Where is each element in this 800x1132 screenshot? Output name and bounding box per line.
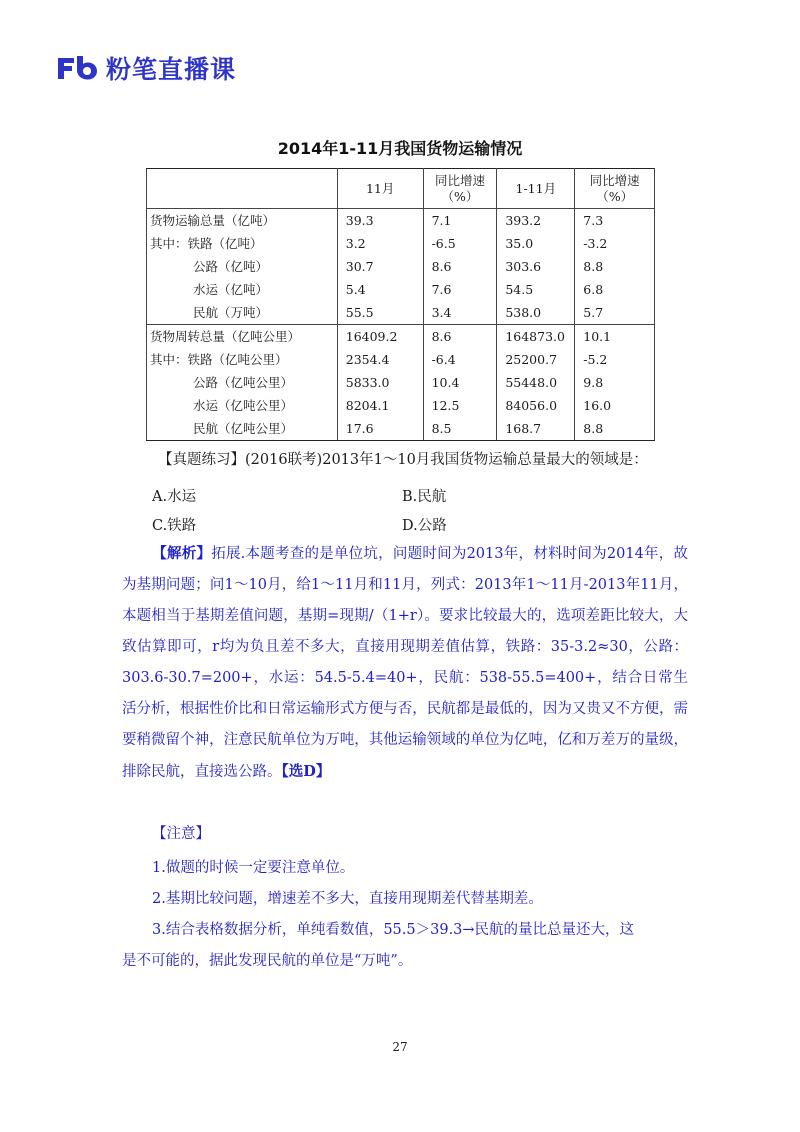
brand-name: 粉笔直播课 [106, 55, 237, 84]
table-cell: 303.6 [497, 255, 575, 278]
table-row [147, 394, 655, 417]
table-cell: -3.2 [575, 232, 655, 255]
note-item: 1.做题的时候一定要注意单位。 [152, 860, 355, 876]
table-cell: 8.5 [423, 417, 497, 441]
note-title: 【注意】 [152, 826, 210, 842]
analysis-text: 拓展.本题考查的是单位坑，问题时间为2013年，材料时间为2014年，故为基期问题；问1～10月，给1～11月和11月，列式：2013年1～11月-2013年11月，本题相当于基期差值问题，基期=现期/（1+r）。要求比较最大的，选项差距比较大，大致估算即可，r均为负且差不多大，直接用现期差值估算，铁路：35-3.2≈30，公路：303.6-30.7=200+，水运：54.5-5.4=40+，民航：538-55.5=400+，结合日常生活分析，根据性价比和日常运输形式方便与否，民航都是最低的，因为又贵又不方便，需要稍微留个神，注意民航单位为万吨，其他运输领域的单位为亿吨，亿和万差万的量级，排除民航，直接选公路。 [122, 546, 689, 780]
question-text: 【真题练习】(2016联考)2013年1～10月我国货物运输总量最大的领域是： [158, 452, 648, 468]
row-label: 水运（亿吨公里） [147, 394, 338, 417]
table-header-cell: 同比增速 （%） [423, 169, 497, 209]
table-cell: 5.4 [337, 278, 423, 301]
freight-statistics-table [146, 168, 655, 441]
table-cell: 30.7 [337, 255, 423, 278]
note-item: 3.结合表格数据分析，单纯看数值，55.5＞39.3→民航的量比总量还大，这 [152, 922, 635, 938]
table-row [147, 232, 655, 255]
row-label: 公路（亿吨） [147, 255, 338, 278]
table-row [147, 255, 655, 278]
table-cell: 39.3 [337, 209, 423, 233]
table-cell: 538.0 [497, 301, 575, 325]
table-cell: 8204.1 [337, 394, 423, 417]
table-cell: 12.5 [423, 394, 497, 417]
table-cell: 3.4 [423, 301, 497, 325]
table-cell: 10.1 [575, 325, 655, 349]
table-row [147, 348, 655, 371]
table-title: 2014年1-11月我国货物运输情况 [277, 139, 523, 158]
table-cell: 8.6 [423, 325, 497, 349]
table-cell: 17.6 [337, 417, 423, 441]
row-label: 民航（万吨） [147, 301, 338, 325]
table-cell: 84056.0 [497, 394, 575, 417]
table-cell: 7.1 [423, 209, 497, 233]
page-number: 27 [392, 1040, 408, 1054]
table-header-cell: 1-11月 [497, 169, 575, 209]
row-label: 货物周转总量（亿吨公里） [147, 325, 338, 349]
table-cell: 8.8 [575, 417, 655, 441]
table-cell: 35.0 [497, 232, 575, 255]
table-header-cell [147, 169, 338, 209]
row-label: 公路（亿吨公里） [147, 371, 338, 394]
analysis-paragraph [122, 538, 688, 788]
table-cell: 164873.0 [497, 325, 575, 349]
table-cell: 6.8 [575, 278, 655, 301]
table-row [147, 325, 655, 349]
table-cell: 168.7 [497, 417, 575, 441]
note-item: 2.基期比较问题，增速差不多大，直接用现期差代替基期差。 [152, 891, 543, 907]
table-cell: 9.8 [575, 371, 655, 394]
row-label: 其中：铁路（亿吨公里） [147, 348, 338, 371]
row-label: 水运（亿吨） [147, 278, 338, 301]
table-cell: 55448.0 [497, 371, 575, 394]
table-cell: -6.5 [423, 232, 497, 255]
option-d: D.公路 [402, 518, 447, 534]
table-cell: 5.7 [575, 301, 655, 325]
table-cell: 3.2 [337, 232, 423, 255]
note-item: 是不可能的，据此发现民航的单位是“万吨”。 [122, 953, 413, 969]
table-cell: -5.2 [575, 348, 655, 371]
table-cell: 55.5 [337, 301, 423, 325]
table-row [147, 278, 655, 301]
table-cell: 7.6 [423, 278, 497, 301]
table-cell: 2354.4 [337, 348, 423, 371]
table-cell: 16.0 [575, 394, 655, 417]
table-cell: -6.4 [423, 348, 497, 371]
analysis-answer: 【选D】 [281, 763, 331, 780]
table-cell: 5833.0 [337, 371, 423, 394]
table-row [147, 371, 655, 394]
option-a: A.水运 [152, 489, 197, 505]
row-label: 民航（亿吨公里） [147, 417, 338, 441]
table-row [147, 301, 655, 325]
table-row [147, 417, 655, 441]
table-cell: 7.3 [575, 209, 655, 233]
table-cell: 25200.7 [497, 348, 575, 371]
analysis-tag: 【解析】 [152, 545, 212, 562]
row-label: 货物运输总量（亿吨） [147, 209, 338, 233]
table-cell: 393.2 [497, 209, 575, 233]
brand-logo [56, 50, 236, 86]
table-cell: 8.8 [575, 255, 655, 278]
fenbi-fb-logo-icon [56, 54, 100, 82]
table-header-cell: 11月 [337, 169, 423, 209]
table-cell: 8.6 [423, 255, 497, 278]
option-b: B.民航 [402, 489, 447, 505]
table-cell: 54.5 [497, 278, 575, 301]
option-c: C.铁路 [152, 518, 197, 534]
table-header-cell: 同比增速 （%） [575, 169, 655, 209]
table-row [147, 209, 655, 233]
table-header-row [147, 169, 655, 209]
table-cell: 16409.2 [337, 325, 423, 349]
row-label: 其中：铁路（亿吨） [147, 232, 338, 255]
table-cell: 10.4 [423, 371, 497, 394]
